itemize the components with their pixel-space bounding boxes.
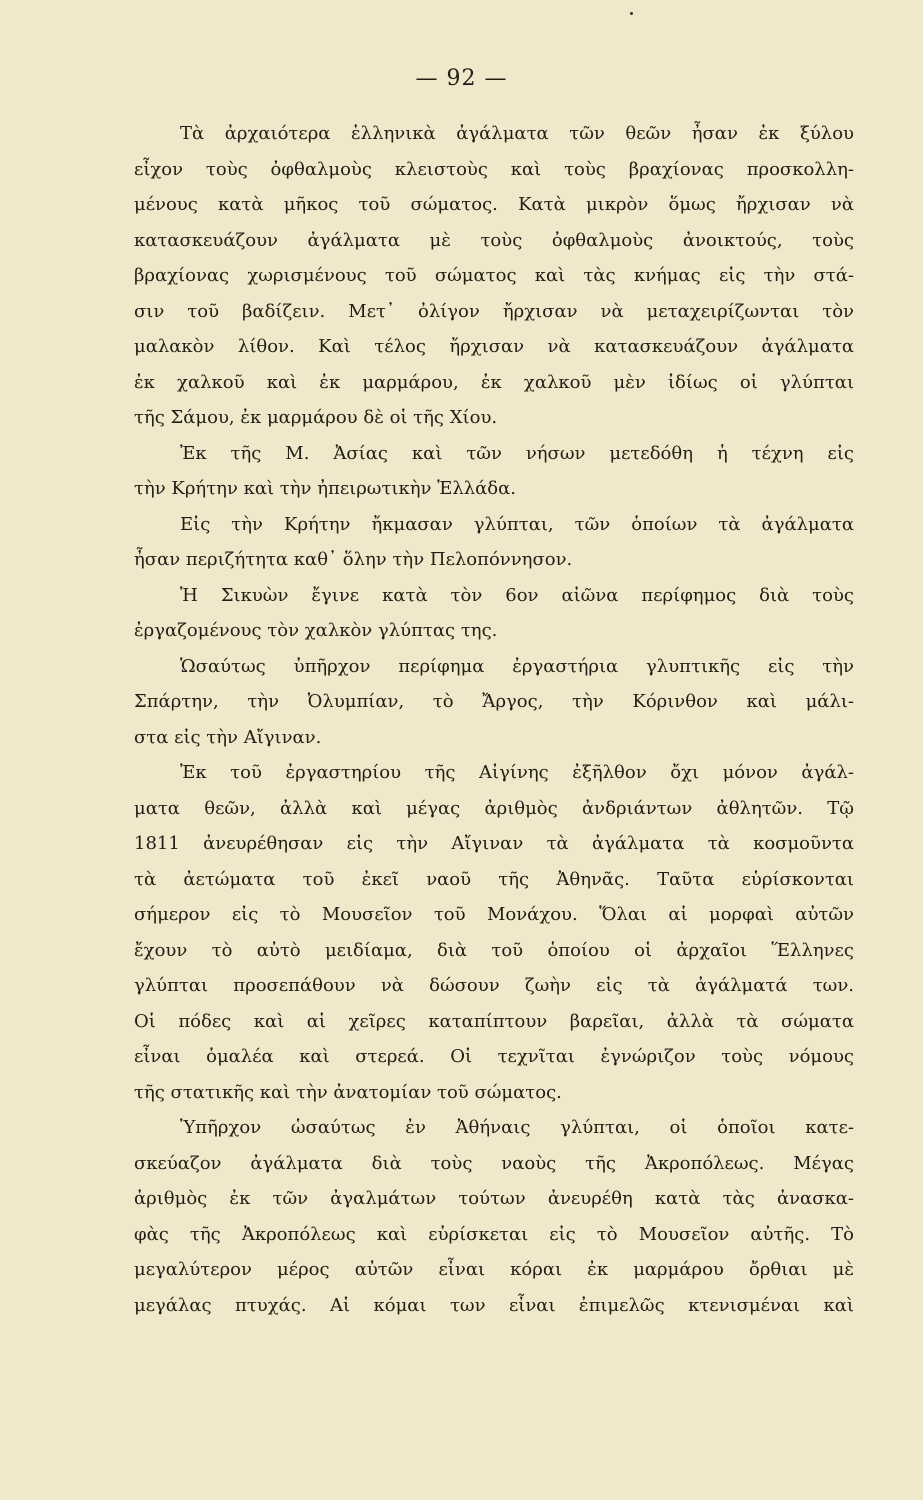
text-line: τὴν Κρήτην καὶ τὴν ἠπειρωτικὴν Ἑλλάδα. xyxy=(134,478,517,499)
text-line: Ἐκ τῆς Μ. Ἀσίας καὶ τῶν νήσων μετεδόθη ἡ τέχνη εἰς xyxy=(180,442,854,464)
text-line: τῆς Σάμου, ἐκ μαρμάρου δὲ οἱ τῆς Χίου. xyxy=(134,407,498,428)
text-line: ἦσαν περιζήτητα καθ᾽ ὅλην τὴν Πελοπόννησον. xyxy=(134,549,573,570)
text-line: Ἡ Σικυὼν ἔγινε κατὰ τὸν 6ον αἰῶνα περίφημος διὰ τοὺς xyxy=(180,584,854,606)
text-line: ἀριθμὸς ἐκ τῶν ἀγαλμάτων τούτων ἀνευρέθη κατὰ τὰς ἀνασκα- xyxy=(134,1188,854,1209)
text-line: Ὑπῆρχον ὡσαύτως ἐν Ἀθήναις γλύπται, οἱ ὁποῖοι κατε- xyxy=(180,1117,854,1138)
text-line: ματα θεῶν, ἀλλὰ καὶ μέγας ἀριθμὸς ἀνδριάντων ἀθλητῶν. Τῷ xyxy=(134,797,854,819)
text-line: μένους κατὰ μῆκος τοῦ σώματος. Κατὰ μικρὸν ὅμως ἤρχισαν νὰ xyxy=(134,194,854,215)
text-line: βραχίονας χωρισμένους τοῦ σώματος καὶ τὰς κνήμας εἰς τὴν στά- xyxy=(134,265,854,286)
text-line: ἐργαζομένους τὸν χαλκὸν γλύπτας της. xyxy=(134,620,498,641)
text-line: Τὰ ἀρχαιότερα ἑλληνικὰ ἀγάλματα τῶν θεῶν ἦσαν ἐκ ξύλου xyxy=(180,123,854,144)
text-line: ἐκ χαλκοῦ καὶ ἐκ μαρμάρου, ἐκ χαλκοῦ μὲν ἰδίως οἱ γλύπται xyxy=(134,371,854,393)
page-number: — 92 — xyxy=(415,66,508,91)
text-line: σήμερον εἰς τὸ Μουσεῖον τοῦ Μονάχου. Ὅλαι αἱ μορφαὶ αὐτῶν xyxy=(134,904,854,925)
text-line: εἶναι ὁμαλέα καὶ στερεά. Οἱ τεχνῖται ἐγνώριζον τοὺς νόμους xyxy=(134,1046,854,1067)
body-text xyxy=(134,116,854,1323)
text-line: στα εἰς τὴν Αἴγιναν. xyxy=(134,726,322,748)
text-line: γλύπται προσεπάθουν νὰ δώσουν ζωὴν εἰς τὰ ἀγάλματά των. xyxy=(134,975,854,996)
text-line: Ἐκ τοῦ ἐργαστηρίου τῆς Αἰγίνης ἐξῆλθον ὄχι μόνον ἀγάλ- xyxy=(180,762,854,783)
text-line: Ὡσαύτως ὑπῆρχον περίφημα ἐργαστήρια γλυπτικῆς εἰς τὴν xyxy=(180,655,854,677)
text-line: Οἱ πόδες καὶ αἱ χεῖρες καταπίπτουν βαρεῖαι, ἀλλὰ τὰ σώματα xyxy=(134,1010,854,1032)
ink-speck xyxy=(630,12,633,15)
text-line: κατασκευάζουν ἀγάλματα μὲ τοὺς ὀφθαλμοὺς ἀνοικτούς, τοὺς xyxy=(134,229,854,251)
text-line: μεγάλας πτυχάς. Αἱ κόμαι των εἶναι ἐπιμελῶς κτενισμέναι καὶ xyxy=(134,1294,854,1316)
text-line: σκεύαζον ἀγάλματα διὰ τοὺς ναοὺς τῆς Ἀκροπόλεως. Μέγας xyxy=(134,1152,854,1174)
text-line: τῆς στατικῆς καὶ τὴν ἀνατομίαν τοῦ σώματος. xyxy=(134,1081,562,1103)
text-line: μαλακὸν λίθον. Καὶ τέλος ἤρχισαν νὰ κατασκευάζουν ἀγάλματα xyxy=(134,336,854,357)
text-line: 1811 ἀνευρέθησαν εἰς τὴν Αἴγιναν τὰ ἀγάλματα τὰ κοσμοῦντα xyxy=(134,833,854,854)
text-line: φὰς τῆς Ἀκροπόλεως καὶ εὑρίσκεται εἰς τὸ Μουσεῖον αὐτῆς. Τὸ xyxy=(134,1223,854,1245)
text-line: εἶχον τοὺς ὀφθαλμοὺς κλειστοὺς καὶ τοὺς βραχίονας προσκολλη- xyxy=(134,158,854,180)
text-line: μεγαλύτερον μέρος αὐτῶν εἶναι κόραι ἐκ μαρμάρου ὄρθιαι μὲ xyxy=(134,1259,854,1280)
text-line: Σπάρτην, τὴν Ὀλυμπίαν, τὸ Ἄργος, τὴν Κόρινθον καὶ μάλι- xyxy=(134,691,854,712)
text-line: ἔχουν τὸ αὐτὸ μειδίαμα, διὰ τοῦ ὁποίου οἱ ἀρχαῖοι Ἕλληνες xyxy=(134,939,854,961)
text-line: σιν τοῦ βαδίζειν. Μετ᾽ ὀλίγον ἤρχισαν νὰ μεταχειρίζωνται τὸν xyxy=(134,300,854,322)
text-line: Εἰς τὴν Κρήτην ἤκμασαν γλύπται, τῶν ὁποίων τὰ ἀγάλματα xyxy=(180,513,854,535)
text-line: τὰ ἀετώματα τοῦ ἐκεῖ ναοῦ τῆς Ἀθηνᾶς. Ταῦτα εὑρίσκονται xyxy=(134,868,854,890)
